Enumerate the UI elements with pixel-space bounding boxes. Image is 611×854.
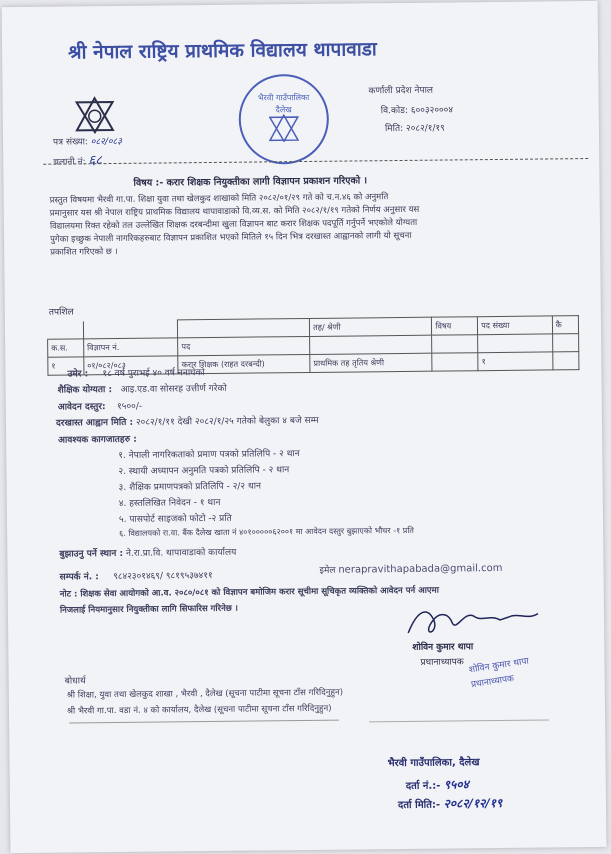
table-row: १ ०१/०८२/०८३ करार शिक्षक (राहत दरबन्दी) प्राथमिक तह तृतिय श्रेणी १ — [48, 352, 579, 376]
principal-name: शोविन कुमार थापा — [412, 642, 474, 653]
education-line: शैक्षिक योग्यता : आइ.एड.वा सोसरह उत्तीर्ण गरेको — [57, 383, 227, 396]
cc-underline — [69, 720, 339, 724]
school-code-line: वि.कोड: ६००३२०००४ — [380, 105, 454, 117]
signature — [404, 602, 544, 643]
list-item: ६. विद्यालयको रा.वा. बैंक दैलेख खाता नं ४०१०००००६२००१ मा आवेदन दस्तुर बुझाएको भौचर -१ प्रति — [119, 525, 414, 538]
seal-star-icon — [269, 114, 299, 142]
school-name: श्री नेपाल राष्ट्रिय प्राथमिक विद्यालय थापावाडा — [67, 38, 377, 64]
principal-stamp-name: शोविन कुमार थापा — [468, 656, 530, 676]
table-header-row: क.स. विज्ञापन नं. पद — [48, 334, 579, 358]
registration-office: भैरवी गाउँपालिका, दैलेख — [387, 757, 480, 770]
province: कर्णाली प्रदेश नेपाल — [368, 85, 434, 97]
ref-line: पत्र संख्या: ०८२/०८३ — [52, 136, 122, 148]
header-divider — [43, 158, 588, 165]
cc-line: श्री भैरवी गा.पा. वडा नं. ४ को कार्यालय, दैलेख (सूचना पाटीमा सूचना टाँस गरिदिनुहुन) — [66, 703, 332, 717]
table-header-row-top: तह/ श्रेणी विषय पद संख्या कै — [47, 316, 578, 340]
registration-date: दर्ता मिति:- २०८२/१२/१९ — [397, 795, 503, 812]
list-item: ३. शैक्षिक प्रमाणपत्रको प्रतिलिपि - २/२ थान — [118, 481, 262, 493]
contact-line: सम्पर्क नं. : ९८४२३०१४६९/ ९८१९५३७४११ — [59, 570, 213, 583]
dispatch-line: चलानी नं: ६८ — [53, 153, 103, 169]
subject-line: विषय :- करार शिक्षक नियुक्तीका लागी विज्ञापन प्रकाशन गरिएको । — [133, 175, 368, 189]
principal-title: प्रधानाध्यापक — [420, 657, 464, 668]
list-item: १. नेपाली नागरिकताको प्रमाण पत्रको प्रतिलिपि - २ थान — [118, 449, 300, 461]
school-seal-stamp: भैरवी गाउँपालिका दैलेख — [238, 74, 329, 165]
list-item: ४. हस्तलिखित निवेदन - १ थान — [118, 497, 221, 509]
note-line-1: नोट : शिक्षक सेवा आयोगको आ.व. २०८०/०८१ को विज्ञापन बमोजिम करार सूचीमा सूचिकृत व्यक्तिको आवेदन पर्न आएमा — [59, 585, 439, 600]
email-address: nerapravithapabada@gmail.com — [338, 562, 503, 576]
principal-stamp-title: प्रधानाध्यापक — [470, 673, 515, 691]
cc-heading: बोधार्थ — [64, 676, 86, 687]
document-page — [2, 1, 607, 853]
deadline-line: दरखास्त आह्वान मिति : २०८२/१/११ देखी २०८२/१/२५ गतेको बेलुका ४ बजे सम्म — [55, 415, 319, 429]
age-line: उमेर : १८ वर्ष पुराभई ४० वर्ष ननाघेको — [67, 368, 205, 380]
note-line-2: निजलाई नियमानुसार नियुक्तीका लागि सिफारिस गरिनेछ । — [59, 603, 239, 616]
documents-heading: आवश्यक कागजातहरु : — [58, 434, 137, 446]
registration-number: दर्ता नं.:- ९५०४ — [405, 777, 469, 792]
list-item: ५. पासपोर्ट साइजको फोटो -२ प्रति — [118, 513, 232, 525]
details-heading: तपशिल — [48, 307, 74, 318]
cc-line: श्री शिक्षा, युवा तथा खेलकुद शाखा , भैरवी , दैलेख (सूचना पाटीमा सूचना टाँस गरिदिनुहुन) — [66, 687, 344, 701]
fee-line: आवेदन दस्तुर: १५००/- — [57, 401, 143, 413]
nepal-emblem-icon — [73, 96, 117, 134]
cc-underline-2 — [369, 719, 549, 722]
submit-place-line: बुझाउनु पर्ने स्थान : ने.रा.प्रा.वि. थापावाडाको कार्यालय — [59, 547, 237, 560]
date-line: मिति: २०८२/१/१९ — [384, 123, 445, 135]
email-line: इमेल nerapravithapabada@gmail.com — [319, 562, 503, 576]
body-paragraph: प्रस्तुत विषयमा भैरवी गा.पा. शिक्षा युवा तथा खेलकुद शाखाको मिति २०८२/०१/२९ गते को च.न.४६ को अनुमति प्रमानुसार यस श्री नेपाल राष्ट्रिय प्राथमिक विद्यालय थापावाडाको वि.व्य.स. को मिति २०८२/१/१९ गतेको निर्णय अनुसार यस विद्यालयमा रिक्त रहेको तल उल्लेखित शिक्षक दरबन्दीमा खुला विज्ञापन बाट करार शिक्षक पदपूर्ति गर्नुपर्ने भएकोले योग्यता पुगेका इच्छुक नेपाली नागरिकहरुबाट विज्ञापन प्रकाशित भएको मितिले १५ दिन भित्र दरखास्त आह्वानको लागी यो सूचना प्रकाशित गरिएको छ । — [49, 192, 420, 258]
list-item: २. स्थायी अध्यापन अनुमति पत्रको प्रतिलिपि - २ थान — [118, 465, 290, 477]
